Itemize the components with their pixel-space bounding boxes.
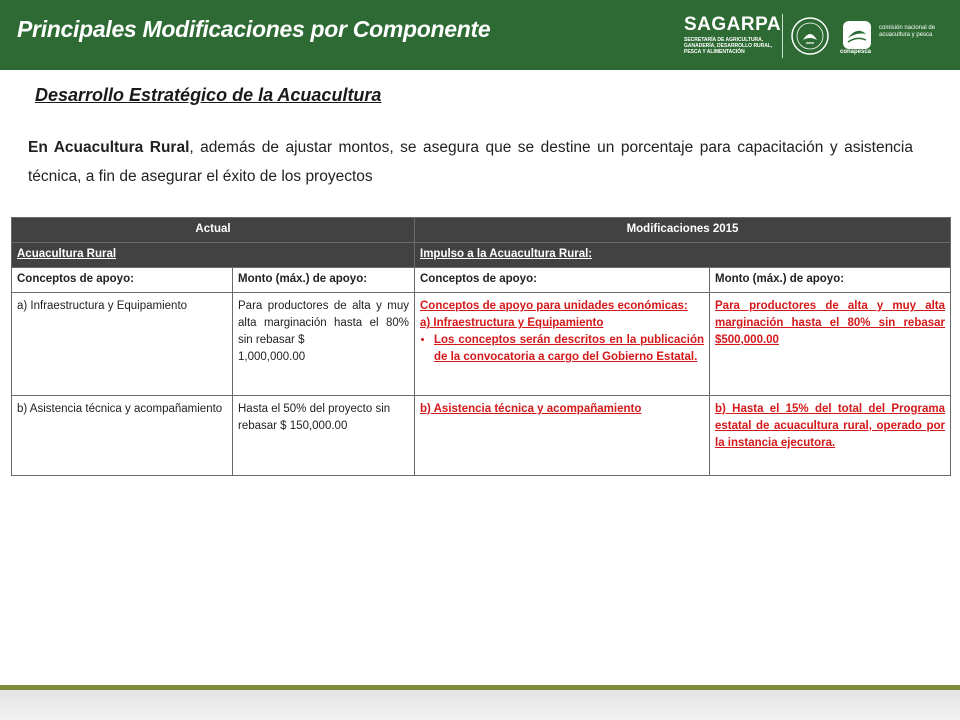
footer-band bbox=[0, 690, 960, 720]
table-section-row bbox=[12, 243, 951, 268]
section-subtitle: Desarrollo Estratégico de la Acuacultura bbox=[35, 85, 382, 105]
header-actual: Actual bbox=[12, 218, 415, 243]
row1-mod-monto: Para productores de alta y muy alta marginación hasta el 80% sin rebasar $500,000.00 bbox=[710, 293, 951, 396]
conapesca-logo-label: conapesca bbox=[840, 49, 872, 55]
row1-monto-amount: 1,000,000.00 bbox=[238, 351, 306, 363]
intro-rest: , además de ajustar montos, se asegura que se destine un porcentaje para capacitación y asistencia técnica, a fin de asegurar el éxito de los proyectos bbox=[28, 139, 913, 185]
row1-monto-text: Para productores de alta y muy alta marginación hasta el 80% sin rebasar $ bbox=[238, 300, 409, 346]
sagarpa-logo-text: SAGARPA bbox=[684, 14, 782, 35]
row1-mod-bullets bbox=[420, 332, 704, 366]
col-conceptos: Conceptos de apoyo: bbox=[12, 268, 233, 293]
section-actual: Acuacultura Rural bbox=[12, 243, 415, 268]
modifications-table bbox=[11, 217, 951, 476]
logo-area bbox=[680, 10, 950, 62]
header-bar bbox=[0, 0, 960, 70]
intro-bold: En Acuacultura Rural bbox=[28, 139, 190, 156]
col-conceptos-mod: Conceptos de apoyo: bbox=[415, 268, 710, 293]
section-modificaciones: Impulso a la Acuacultura Rural: bbox=[415, 243, 951, 268]
row1-concepto: a) Infraestructura y Equipamiento bbox=[12, 293, 233, 396]
row2-mod-concepto: b) Asistencia técnica y acompañamiento bbox=[415, 396, 710, 476]
col-monto-mod: Monto (máx.) de apoyo: bbox=[710, 268, 951, 293]
column-labels-row bbox=[12, 268, 951, 293]
row2-concepto: b) Asistencia técnica y acompañamiento bbox=[12, 396, 233, 476]
row2-mod-monto: b) Hasta el 15% del total del Programa estatal de acuacultura rural, operado por la instancia ejecutora. bbox=[710, 396, 951, 476]
conapesca-logo-icon bbox=[842, 20, 872, 50]
row1-mod-concepto bbox=[415, 293, 710, 396]
row2-monto: Hasta el 50% del proyecto sin rebasar $ 150,000.00 bbox=[233, 396, 415, 476]
sagarpa-logo-subtext: SECRETARÍA DE AGRICULTURA, GANADERÍA, DESARROLLO RURAL, PESCA Y ALIMENTACIÓN bbox=[684, 37, 773, 55]
logo-divider bbox=[782, 14, 783, 58]
row1-mod-bullet: • Los conceptos serán descritos en la publicación de la convocatoria a cargo del Gobierno Estatal. bbox=[434, 332, 704, 366]
header-modificaciones: Modificaciones 2015 bbox=[415, 218, 951, 243]
row1-monto bbox=[233, 293, 415, 396]
conapesca-logo-text: comisión nacional de acuacultura y pesca bbox=[879, 25, 936, 38]
mexico-seal-icon bbox=[790, 16, 830, 56]
table-row bbox=[12, 396, 951, 476]
page-title: Principales Modificaciones por Componente bbox=[17, 16, 491, 42]
col-monto: Monto (máx.) de apoyo: bbox=[233, 268, 415, 293]
row1-mod-subtitle: a) Infraestructura y Equipamiento bbox=[420, 317, 604, 329]
table-row bbox=[12, 293, 951, 396]
table-header-row bbox=[12, 218, 951, 243]
row1-mod-title: Conceptos de apoyo para unidades económicas: bbox=[420, 300, 688, 312]
intro-paragraph bbox=[28, 133, 913, 191]
